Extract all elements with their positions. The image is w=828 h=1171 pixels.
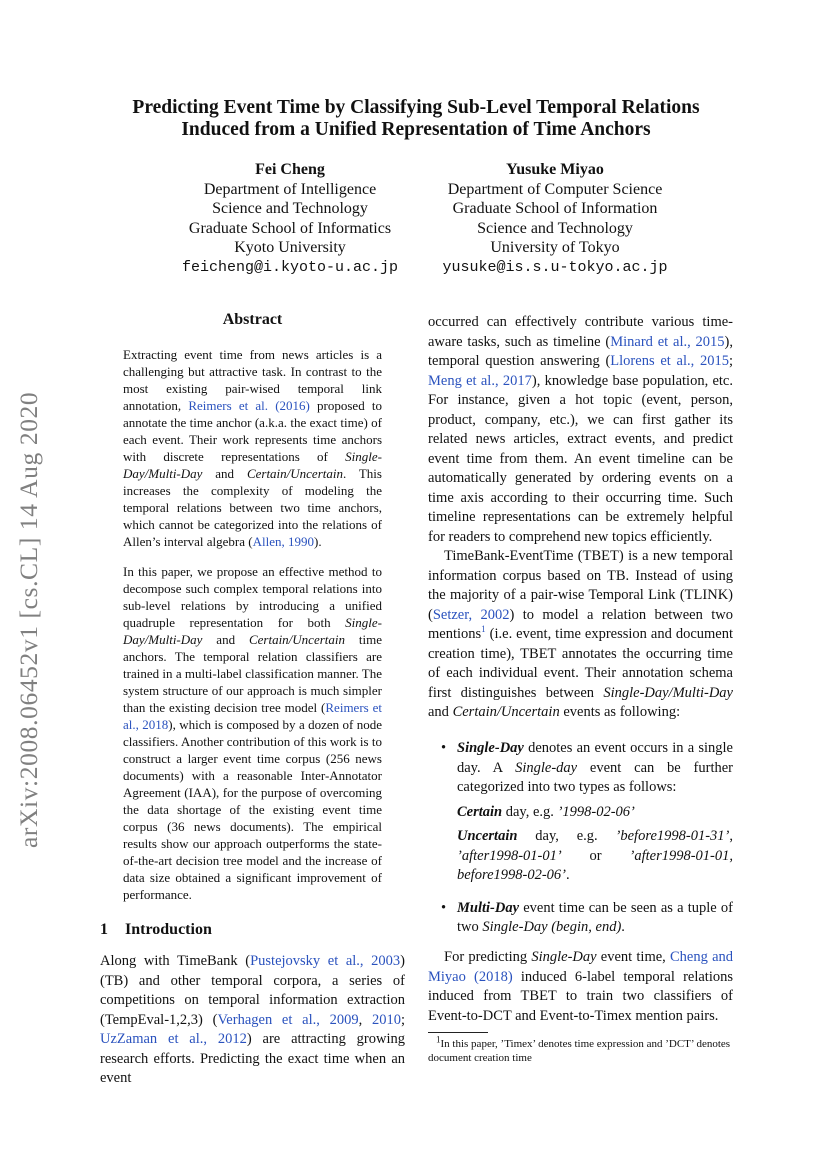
author-affiliation: Graduate School of Information bbox=[452, 200, 658, 218]
author-email: feicheng@i.kyoto-u.ac.jp bbox=[181, 258, 399, 276]
citation-link[interactable]: UzZaman et al., 2012 bbox=[100, 1031, 247, 1047]
citation-link[interactable]: Allen, 1990 bbox=[252, 534, 314, 549]
list-item: • Single-Day denotes an event occurs in a single day. A Single-day event can be further categorized into two types as follows: Certain day, e.g. ’1998-02-06’ Uncertain day, e.g. ’before1998-01-31’, ’after1998-01-01’ or ’after1998-01-01, before1998-02-06’. bbox=[428, 739, 733, 886]
author-affiliation: Kyoto University bbox=[234, 239, 346, 257]
author-affiliation: University of Tokyo bbox=[490, 239, 620, 257]
section-heading-introduction bbox=[100, 921, 212, 939]
author-email: yusuke@is.s.u-tokyo.ac.jp bbox=[442, 258, 668, 276]
citation-link[interactable]: Setzer, 2002 bbox=[432, 606, 510, 623]
section-title: Introduction bbox=[125, 921, 212, 938]
citation-link[interactable]: Reimers et al., 2018 bbox=[123, 700, 382, 732]
arxiv-identifier-text: arXiv:2008.06452v1 [cs.CL] 14 Aug 2020 bbox=[14, 391, 43, 848]
author-name: Fei Cheng bbox=[255, 161, 325, 178]
paper-title bbox=[100, 97, 732, 141]
list-item: • Multi-Day event time can be seen as a tuple of two Single-Day (begin, end). bbox=[441, 899, 733, 935]
citation-link[interactable]: Minard et al., 2015 bbox=[610, 333, 725, 350]
author-affiliation: Science and Technology bbox=[212, 200, 368, 218]
abstract-heading: Abstract bbox=[222, 311, 283, 328]
author-name: Yusuke Miyao bbox=[506, 161, 604, 178]
right-column-text bbox=[428, 313, 733, 723]
citation-link[interactable]: Pustejovsky et al., 2003 bbox=[250, 953, 401, 969]
bullet-icon: • bbox=[441, 899, 447, 916]
sub-item-certain: Certain day, e.g. ’1998-02-06’ bbox=[457, 803, 635, 820]
author-affiliation: Department of Intelligence bbox=[203, 180, 377, 198]
footnote-divider bbox=[428, 1032, 488, 1033]
sub-item-uncertain: Uncertain day, e.g. ’before1998-01-31’, ’after1998-01-01’ or ’after1998-01-01, before1998-02-06’. bbox=[457, 828, 733, 883]
citation-link[interactable]: Llorens et al., 2015 bbox=[610, 353, 729, 369]
paragraph: TimeBank-EventTime (TBET) is a new temporal information corpus based on TB. Instead of using the majority of a pair-wise Temporal Link (TLINK) (Setzer, 2002) to model a relation between two mentions$^1$ (i.e. event, time expression and document creation time), TBET annotates the occurring time of each individual event. Their annotation schema first distinguishes between Single-Day/Multi-Day and Certain/Uncertain events as following: bbox=[428, 548, 733, 720]
paragraph: occurred can effectively contribute various time-aware tasks, such as timeline (Minard et al., 2015), temporal question answering (Llorens et al., 2015; Meng et al., 2017), knowledge base population, etc. For instance, given a hot topic (event, person, product, company, etc.), we can first gather its related news articles, extract events, and predict event time from them. An event timeline can be automatically generated by ordering events on a time axis according to their occurring time. Such timeline representations can be extremely helpful for readers to comprehend new topics efficiently. bbox=[428, 314, 733, 545]
footnote-marker[interactable]: 1 bbox=[481, 624, 486, 635]
citation-link[interactable]: 2010 bbox=[371, 1011, 401, 1028]
title-line: Predicting Event Time by Classifying Sub-Level Temporal Relations bbox=[132, 97, 700, 118]
intro-paragraph-1: Along with TimeBank (Pustejovsky et al., 2003) (TB) and other temporal corpora, a series of competitions on temporal information extraction (TempEval-1,2,3) (Verhagen et al., 2009, 2010; UzZaman et al., 2012) are attracting growing research efforts. Predicting the exact time when an event bbox=[100, 953, 406, 1086]
author-affiliation: Department of Computer Science bbox=[447, 180, 663, 198]
abstract-paragraph-2: In this paper, we propose an effective method to decompose such complex temporal relations into sub-level relations by introducing a unified quadruple representation for both Single-Day/Multi-Day and Certain/Uncertain time anchors. The temporal relation classifiers are trained in a multi-label classification manner. The system structure of our approach is much simpler than the existing decision tree model (Reimers et al., 2018), which is composed by a dozen of node classifiers. Another contribution of this work is to construct a larger event time corpus (256 news documents) with a reasonable Inter-Annotator Agreement (IAA), for the purpose of overcoming the data shortage of the existing event time corpus (36 news documents). The empirical results show our approach outperforms the state-of-the-art decision tree model and the increase of data size obtained a significant improvement of performance. bbox=[123, 564, 383, 902]
citation-link[interactable]: Reimers et al. (2016) bbox=[188, 398, 310, 413]
bullet-list bbox=[428, 739, 733, 938]
footnote-text: In this paper, ’Timex’ denotes time expression and ’DCT’ denotes document creation time bbox=[428, 1038, 731, 1064]
right-column-text-2: For predicting Single-Day event time, Cheng and Miyao (2018) induced 6-label temporal relations induced from TBET to train two classifiers of Event-to-DCT and Event-to-Timex mention pairs. bbox=[428, 949, 733, 1024]
footnote bbox=[428, 1034, 733, 1065]
bullet-icon: • bbox=[441, 740, 447, 756]
author-block-1 bbox=[150, 160, 430, 278]
citation-link[interactable]: Verhagen et al., 2009 bbox=[217, 1011, 359, 1028]
title-line: Induced from a Unified Representation of Time Anchors bbox=[181, 119, 651, 140]
footnote-mark: 1 bbox=[436, 1034, 441, 1045]
author-affiliation: Graduate School of Informatics bbox=[188, 219, 392, 237]
author-affiliation: Science and Technology bbox=[477, 219, 633, 237]
abstract-paragraph-1: Extracting event time from news articles is a challenging but attractive task. In contrast to the most existing pair-wised temporal link annotation, Reimers et al. (2016) proposed to annotate the time anchor (a.k.a. the exact time) of each event. Their work represents time anchors with discrete representations of Single-Day/Multi-Day and Certain/Uncertain. This increases the complexity of modeling the temporal relations between two time anchors, which cannot be categorized into the relations of Allen’s interval algebra (Allen, 1990). bbox=[123, 347, 382, 549]
citation-link[interactable]: Meng et al., 2017 bbox=[428, 372, 532, 389]
citation-link[interactable]: Cheng and Miyao (2018) bbox=[428, 949, 733, 985]
section-number: 1 bbox=[100, 921, 108, 938]
author-block-2 bbox=[415, 160, 695, 278]
